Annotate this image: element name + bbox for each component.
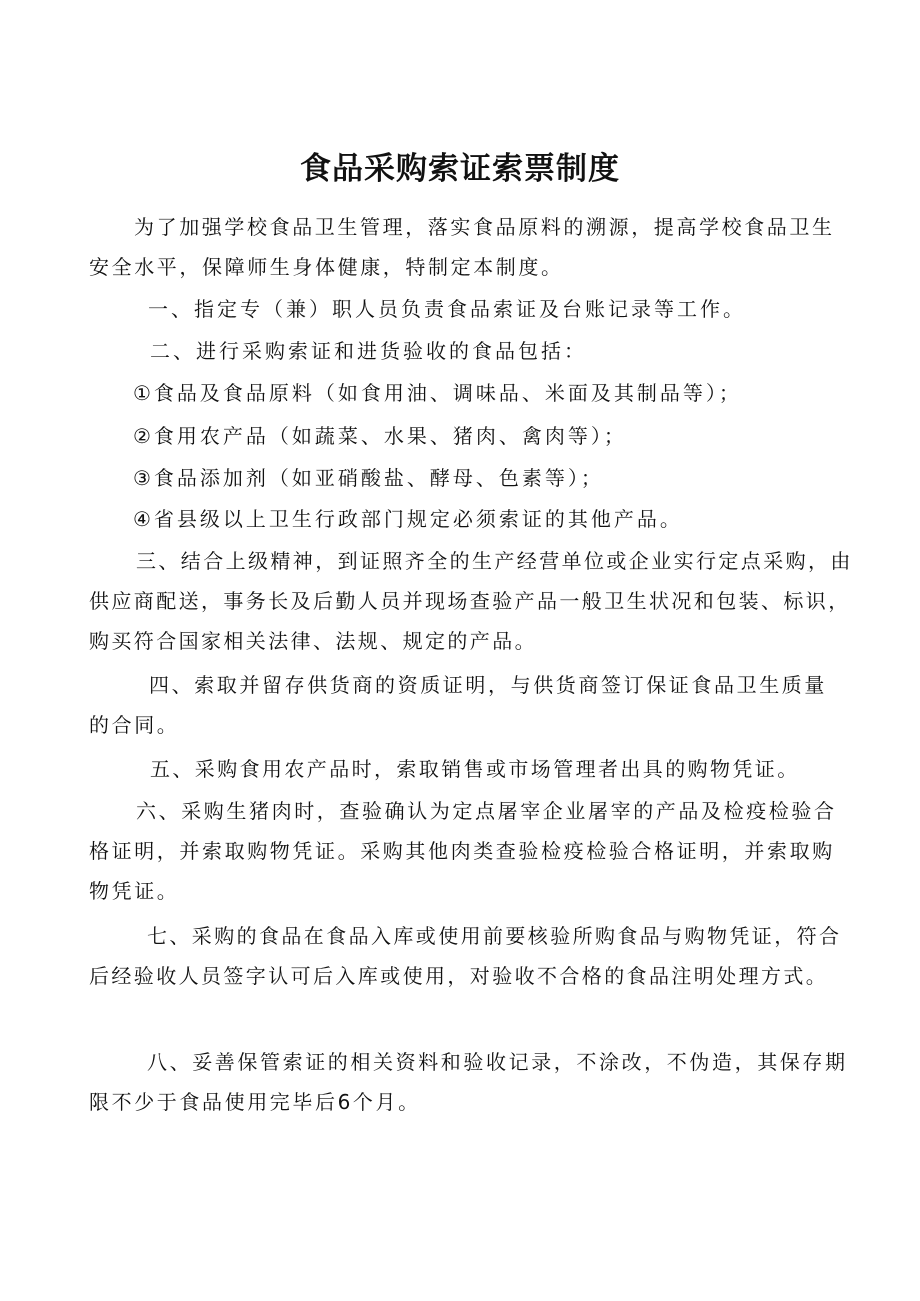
clause-7: 七、采购的食品在食品入库或使用前要核验所购食品与购物凭证，符合后经验收人员签字认可后入库或使用，对验收不合格的食品注明处理方式。 [89,924,842,988]
clause-6: 六、采购生猪肉时，查验确认为定点屠宰企业屠宰的产品及检疫检验合格证明，并索取购物凭证。采购其他肉类查验检疫检验合格证明，并索取购物凭证。 [89,799,837,903]
list-item-3: ③食品添加剂（如亚硝酸盐、酵母、色素等）； [133,466,604,490]
clause-8: 八、妥善保管索证的相关资料和验收记录，不涂改，不伪造，其保存期限不少于食品使用完毕后6个月。 [89,1050,848,1114]
list-item-4: ④省县级以上卫生行政部门规定必须索证的其他产品。 [133,507,683,531]
intro-paragraph: 为了加强学校食品卫生管理，落实食品原料的溯源，提高学校食品卫生安全水平，保障师生身体健康，特制定本制度。 [89,215,835,279]
list-item-1: ①食品及食品原料（如食用油、调味品、米面及其制品等）； [133,381,742,405]
list-item-2: ②食用农产品（如蔬菜、水果、猪肉、禽肉等）； [133,424,627,448]
clause-2: 二、进行采购索证和进货验收的食品包括： [150,339,587,363]
page-title: 食品采购索证索票制度 [300,151,620,187]
clause-4: 四、索取并留存供货商的资质证明，与供货商签订保证食品卫生质量的合同。 [89,673,827,737]
clause-3: 三、结合上级精神，到证照齐全的生产经营单位或企业实行定点采购，由供应商配送，事务长及后勤人员并现场查验产品一般卫生状况和包装、标识，购买符合国家相关法律、法规、规定的产品。 [89,549,853,653]
clause-5: 五、采购食用农产品时，索取销售或市场管理者出具的购物凭证。 [150,757,800,781]
clause-1: 一、指定专（兼）职人员负责食品索证及台账记录等工作。 [148,297,746,321]
